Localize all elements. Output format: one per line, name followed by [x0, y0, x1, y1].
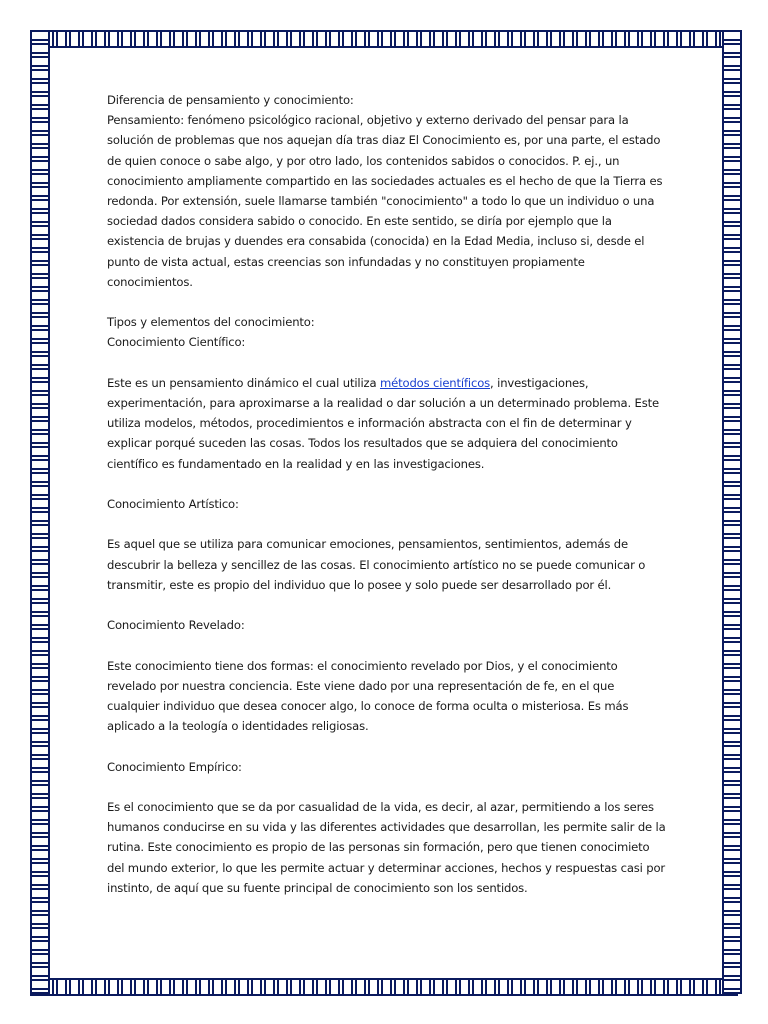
- document-body: [107, 90, 667, 918]
- document-heading: Diferencia de pensamiento y conocimiento:: [107, 93, 354, 107]
- artistico-paragraph: Es aquel que se utiliza para comunicar emociones, pensamientos, sentimientos, además de descubrir la belleza y sencillez de las cosas. El conocimiento artístico no se puede comunicar o transmitir, este es propio del individuo que lo posee y solo puede ser desarrollado por él.: [107, 537, 646, 592]
- cientifico-text-end: , investigaciones, experimentación, para aproximarse a la realidad o dar solución a un determinado problema. Este utiliza modelos, métodos, procedimientos e información abstracta con el fin de determinar y explicar porqué suceden las cosas. Todos los resultados que se adquiera del conocimiento científico es fundamentado en la realidad y en las investigaciones.: [107, 375, 659, 471]
- cientifico-heading: Conocimiento Científico:: [107, 335, 246, 350]
- empirico-paragraph: Es el conocimiento que se da por casualidad de la vida, es decir, al azar, permitiendo a los seres humanos conducirse en su vida y las diferentes actividades que desarrollan, les permite salir de la rutina. Este conocimiento es propio de las personas sin formación, pero que tienen conocimieto del mundo exterior, lo que les permite actuar y determinar acciones, hechos y respuestas casi por instinto, de aquí que su fuente principal de conocimiento son los sentidos.: [107, 799, 666, 895]
- metodos-cientificos-link[interactable]: métodos científicos: [379, 375, 491, 390]
- tipos-heading: Tipos y elementos del conocimiento:: [107, 315, 315, 330]
- cientifico-paragraph: [107, 373, 667, 474]
- revelado-heading: Conocimiento Revelado:: [107, 618, 245, 633]
- pensamiento-paragraph: Pensamiento: fenómeno psicológico racional, objetivo y externo derivado del pensar para la solución de problemas que nos aquejan día tras diaz El Conocimiento es, por una parte, el estado de quien conoce o sabe algo, y por otro lado, los contenidos sabidos o conocidos. P. ej., un conocimiento ampliamente compartido en las sociedades actuales es el hecho de que la Tierra es redonda. Por extensión, suele llamarse también "conocimiento" a todo lo que un individuo o una sociedad dados considera sabido o conocido. En este sentido, se diría por ejemplo que la existencia de brujas y duendes era consabida (conocida) en la Edad Media, incluso si, desde el punto de vista actual, estas creencias son infundadas y no constituyen propiamente conocimientos.: [107, 113, 663, 289]
- decorative-border-left: [30, 30, 50, 994]
- decorative-border-right: [722, 30, 742, 994]
- cientifico-text-start: Este es un pensamiento dinámico el cual utiliza: [107, 375, 380, 390]
- decorative-border-top: [30, 30, 738, 48]
- decorative-border-bottom: [30, 978, 738, 996]
- empirico-heading: Conocimiento Empírico:: [107, 759, 242, 774]
- revelado-paragraph: Este conocimiento tiene dos formas: el conocimiento revelado por Dios, y el conocimiento revelado por nuestra conciencia. Este viene dado por una representación de fe, en el que cualquier individuo que desea conocer algo, lo conoce de forma oculta o misteriosa. Es más aplicado a la teología o identidades religiosas.: [107, 658, 629, 734]
- artistico-heading: Conocimiento Artístico:: [107, 497, 239, 512]
